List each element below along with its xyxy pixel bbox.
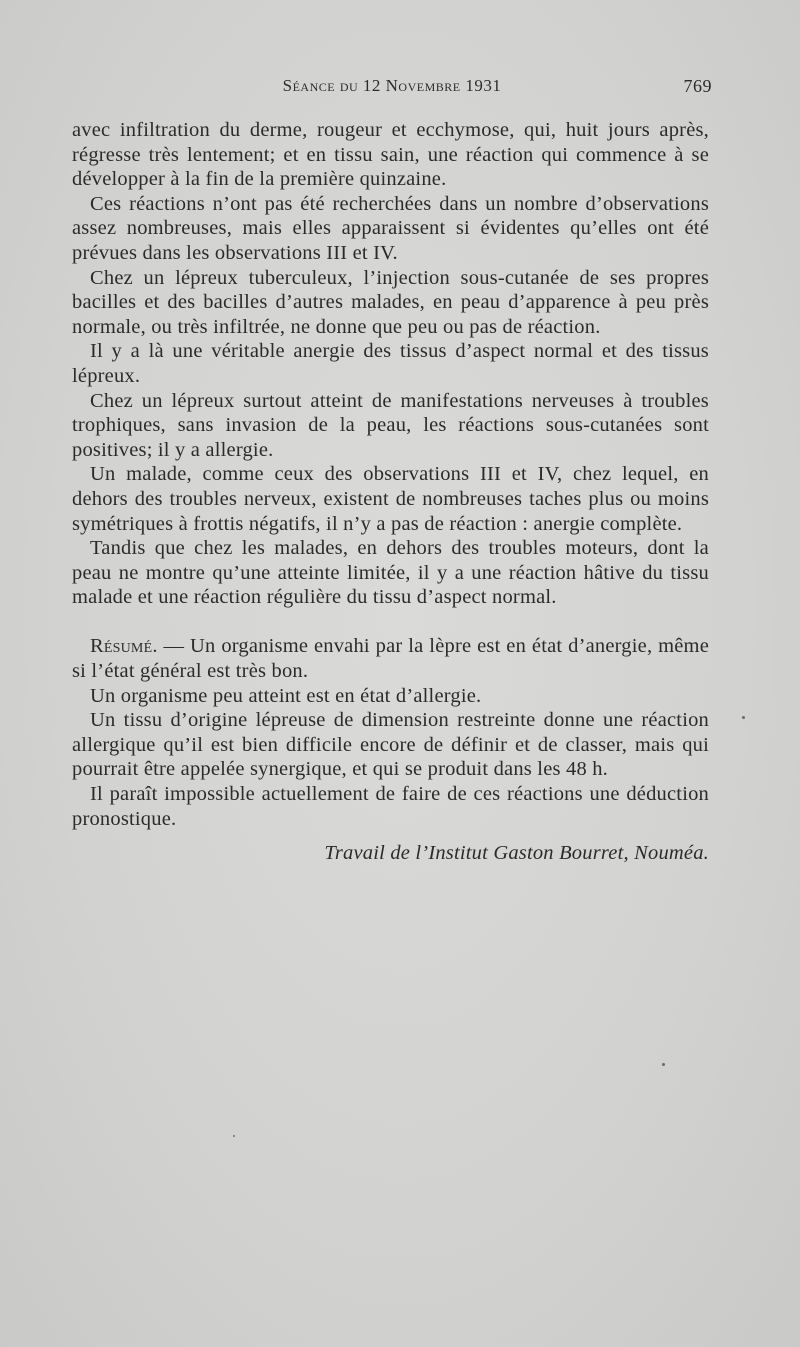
paper-speck [233,1135,235,1137]
paragraph: Tandis que chez les malades, en dehors des troubles moteurs, dont la peau ne montre qu’une atteinte limitée, il y a une réaction hâtive du tissu malade et une réaction régulière du tissu d’aspect normal. [72,537,709,609]
running-title: Séance du 12 Novembre 1931 [282,76,502,95]
paragraph: Un malade, comme ceux des observations III et IV, chez lequel, en dehors des troubles nerveux, existent de nombreuses taches plus ou moins symétriques à frottis négatifs, il n’y a pas de réaction : anergie complète. [72,463,709,535]
paragraph: Il y a là une véritable anergie des tissus d’aspect normal et des tissus lépreux. [72,340,709,387]
page-number: 769 [683,76,712,96]
resume-paragraph: Un tissu d’origine lépreuse de dimension restreinte donne une réaction allergique qu’il est bien difficile encore de définir et de classer, mais qui pourrait être appelée synergique, et qui se produit dans les 48 h. [72,709,709,781]
paragraph: avec infiltration du derme, rougeur et ecchymose, qui, huit jours après, régresse très lentement; et en tissu sain, une réaction qui commence à se développer à la fin de la première quinzaine. [72,119,709,191]
article-body [72,118,709,866]
resume-paragraph: Un organisme peu atteint est en état d’allergie. [90,684,482,707]
resume-label: Résumé. [90,635,158,658]
running-header [72,70,712,100]
section-gap [72,610,709,635]
paragraph: Chez un lépreux tuberculeux, l’injection sous-cutanée de ses propres bacilles et des bacilles d’autres malades, en peau d’apparence à peu près normale, ou très infiltrée, ne donne que peu ou pas de réaction. [72,266,709,338]
paper-speck [662,1063,665,1066]
resume-text: — Un organisme envahi par la lèpre est en état d’anergie, même si l’état général est très bon. [72,635,709,683]
paragraph: Chez un lépreux surtout atteint de manifestations nerveuses à troubles trophiques, sans invasion de la peau, les réactions sous-cutanées sont positives; il y a allergie. [72,389,709,461]
paper-speck [742,716,745,719]
paragraph: Ces réactions n’ont pas été recherchées dans un nombre d’observations assez nombreuses, mais elles apparaissent si évidentes qu’elles ont été prévues dans les observations III et IV. [72,192,709,264]
resume-paragraph: Il paraît impossible actuellement de faire de ces réactions une déduction pronostique. [72,783,709,830]
resume-paragraph [72,634,709,683]
institution-signature: Travail de l’Institut Gaston Bourret, Nouméa. [324,842,709,865]
